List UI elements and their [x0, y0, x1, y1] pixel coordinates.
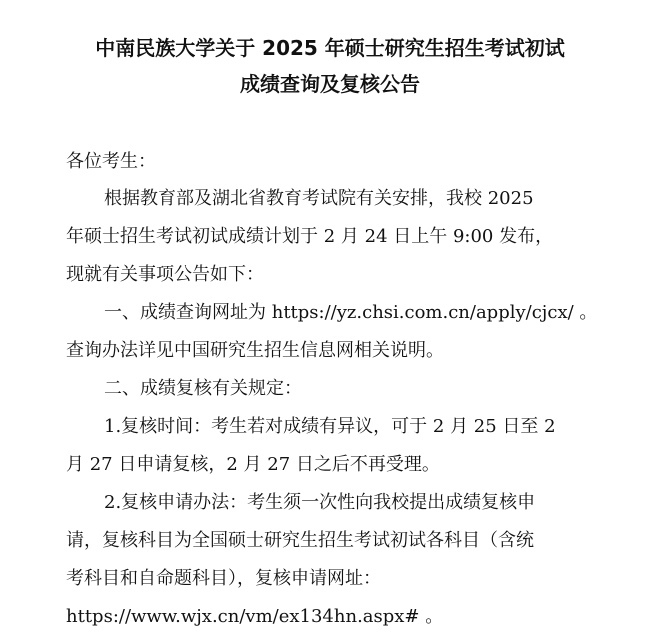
paragraph-line: 1.复核时间：考生若对成绩有异议，可于 2 月 25 日至 2 — [104, 416, 556, 437]
paragraph-line: 月 27 日申请复核，2 月 27 日之后不再受理。 — [66, 454, 440, 475]
greeting: 各位考生： — [66, 151, 156, 172]
paragraph-line: 根据教育部及湖北省教育考试院有关安排，我校 2025 — [104, 188, 534, 209]
review-url-line: https://www.wjx.cn/vm/ex134hn.aspx# 。 — [66, 606, 444, 627]
title-line-1: 中南民族大学关于 2025 年硕士研究生招生考试初试 — [95, 36, 565, 60]
score-query-url-line: 一、成绩查询网址为 https://yz.chsi.com.cn/apply/cjcx/ 。 — [104, 302, 598, 323]
paragraph-line: 现就有关事项公告如下： — [66, 264, 264, 285]
paragraph-line: 查询办法详见中国研究生招生信息网相关说明。 — [66, 340, 444, 361]
paragraph-line: 请，复核科目为全国硕士研究生招生考试初试各科目（含统 — [66, 530, 534, 551]
section-2-heading: 二、成绩复核有关规定： — [104, 378, 302, 399]
title-line-2: 成绩查询及复核公告 — [240, 72, 420, 96]
paragraph-line: 2.复核申请办法：考生须一次性向我校提出成绩复核申 — [104, 492, 536, 513]
paragraph-line: 考科目和自命题科目），复核申请网址： — [66, 568, 381, 589]
paragraph-line: 年硕士招生考试初试成绩计划于 2 月 24 日上午 9:00 发布， — [66, 226, 554, 247]
